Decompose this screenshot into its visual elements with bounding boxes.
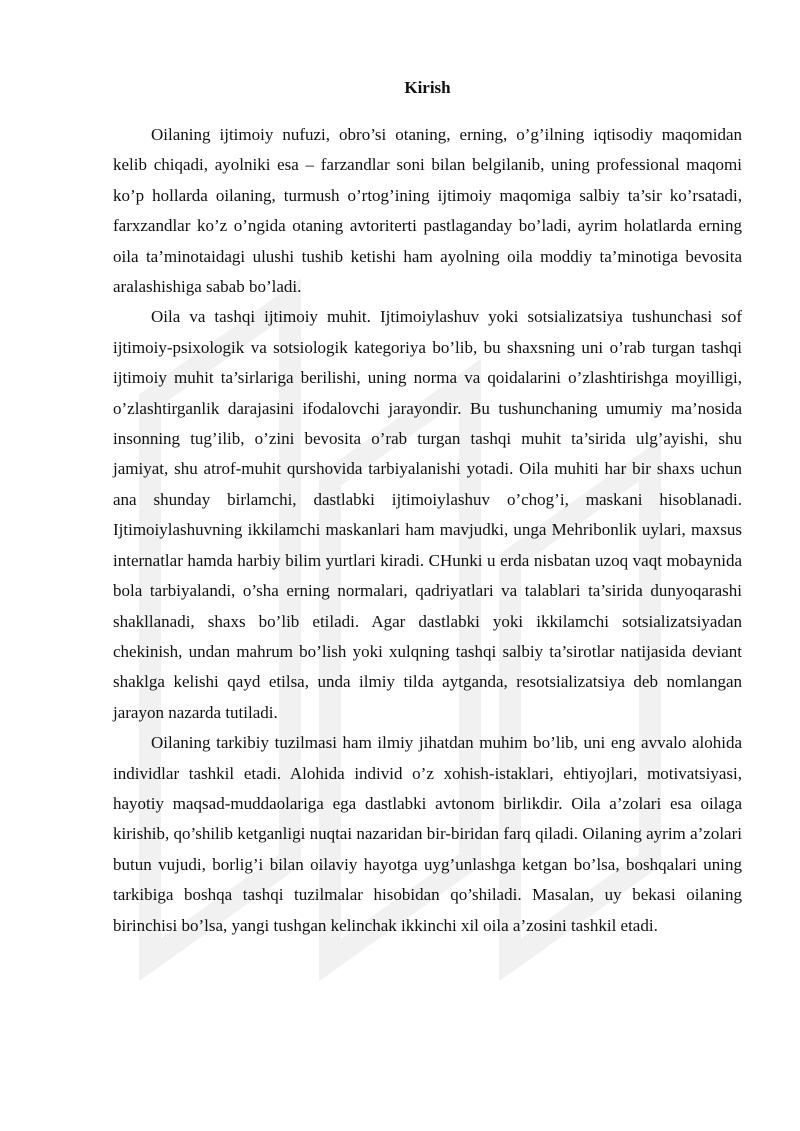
- paragraph-1: Oilaning ijtimoiy nufuzi, obro’si otaning, erning, o’g’ilning iqtisodiy maqomidan kelib chiqadi, ayolniki esa – farzandlar soni bilan belgilanib, uning professional maqomi ko’p hollarda oilaning, turmush o’rtog’ining ijtimoiy maqomiga salbiy ta’sir ko’rsatadi, farxzandlar ko’z o’ngida otaning avtoriterti pastlaganday bo’ladi, ayrim holatlarda erning oila ta’minotaidagi ulushi tushib ketishi ham ayolning oila moddiy ta’minotiga bevosita aralashishiga sabab bo’ladi.: [113, 125, 742, 297]
- document-body: [113, 76, 742, 941]
- paragraph-2: Oila va tashqi ijtimoiy muhit. Ijtimoiylashuv yoki sotsializatsiya tushunchasi sof ijtimoiy-psixologik va sotsiologik kategoriya bo’lib, bu shaxsning uni o’rab turgan tashqi ijtimoiy muhit ta’sirlariga berilishi, uning norma va qoidalarini o’zlashtirishga moyilligi, o’zlashtirganlik darajasini ifodalovchi jarayondir. Bu tushunchaning umumiy ma’nosida insonning tug’ilib, o’zini bevosita o’rab turgan tashqi muhit ta’sirida ulg’ayishi, shu jamiyat, shu atrof-muhit qurshovida tarbiyalanishi yotadi. Oila muhiti har bir shaxs uchun ana shunday birlamchi, dastlabki ijtimoiylashuv o’chog’i, maskani hisoblanadi. Ijtimoiylashuvning ikkilamchi maskanlari ham mavjudki, unga Mehribonlik uylari, maxsus internatlar hamda harbiy bilim yurtlari kiradi. CHunki u erda nisbatan uzoq vaqt mobaynida bola tarbiyalandi, o’sha erning normalari, qadriyatlari va talablari ta’sirida dunyoqarashi shakllanadi, shaxs bo’lib etiladi. Agar dastlabki yoki ikkilamchi sotsializatsiyadan chekinish, undan mahrum bo’lish yoki xulqning tashqi salbiy ta’sirotlar natijasida deviant shaklga kelishi qayd etilsa, unda ilmiy tilda aytganda, resotsializatsiya deb nomlangan jarayon nazarda tutiladi.: [113, 307, 742, 722]
- paragraph-3: Oilaning tarkibiy tuzilmasi ham ilmiy jihatdan muhim bo’lib, uni eng avvalo alohida individlar tashkil etadi. Alohida individ o’z xohish-istaklari, ehtiyojlari, motivatsiyasi, hayotiy maqsad-muddaolariga ega dastlabki avtonom birlikdir. Oila a’zolari esa oilaga kirishib, qo’shilib ketganligi nuqtai nazaridan bir-biridan farq qiladi. Oilaning ayrim a’zolari butun vujudi, borlig’i bilan oilaviy hayotga uyg’unlashga ketgan bo’lsa, boshqalari uning tarkibiga boshqa tashqi tuzilmalar hisobidan qo’shiladi. Masalan, uy bekasi oilaning birinchisi bo’lsa, yangi tushgan kelinchak ikkinchi xil oila a’zosini tashkil etadi.: [113, 733, 742, 935]
- document-title: Kirish: [404, 78, 451, 97]
